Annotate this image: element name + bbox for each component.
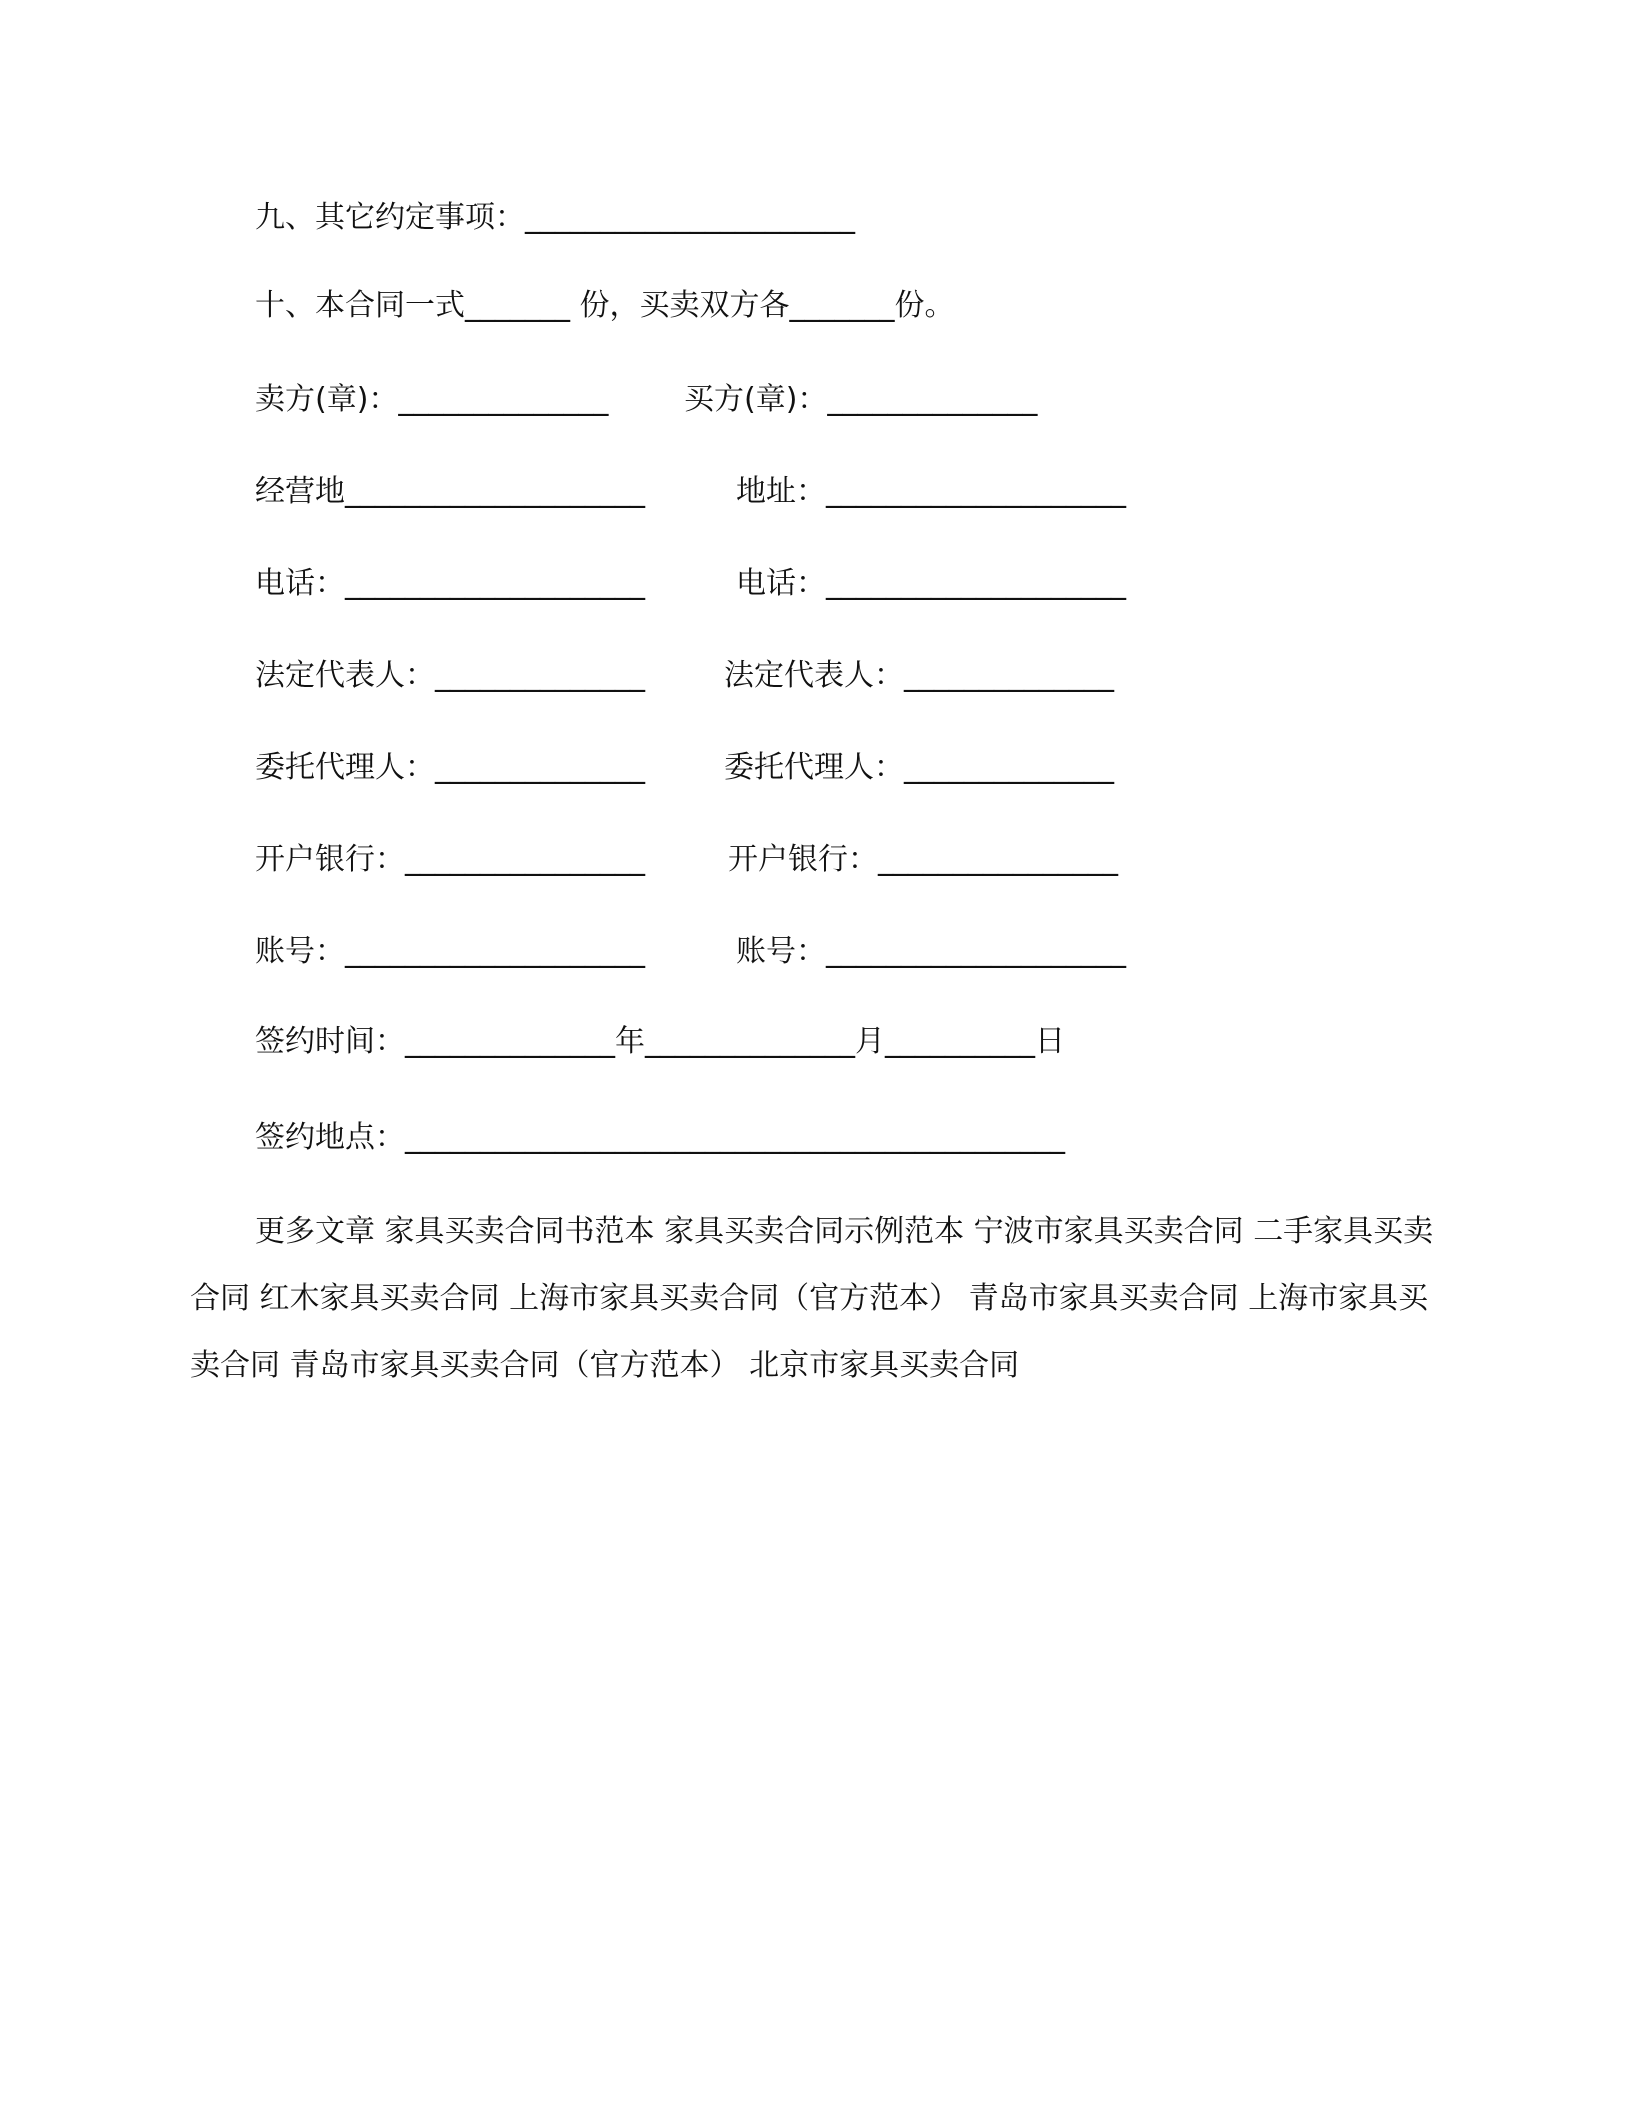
article-link[interactable]: 二手家具买卖合同 (190, 1214, 1434, 1316)
buyer-address-field: 地址：____________________ (736, 474, 1126, 509)
seller-account-field: 账号：____________________ (255, 934, 645, 969)
article-link[interactable]: 青岛市家具买卖合同 (968, 1281, 1239, 1316)
seller-bank-field: 开户银行：________________ (255, 842, 645, 877)
seller-agent-field: 委托代理人：______________ (255, 750, 645, 785)
article-link[interactable]: 家具买卖合同示例范本 (664, 1214, 965, 1249)
buyer-agent-field: 委托代理人：______________ (724, 750, 1114, 785)
seller-seal-field: 卖方(章)：______________ (255, 382, 609, 417)
article-link[interactable]: 红木家具买卖合同 (259, 1281, 500, 1316)
sign-place-field: 签约地点：____________________________________________ (255, 1120, 1065, 1155)
clause-nine: 九、其它约定事项：______________________ (255, 200, 855, 235)
more-articles (190, 1198, 1440, 1399)
seller-phone-field: 电话：____________________ (255, 566, 645, 601)
article-link[interactable]: 上海市家具买卖合同 (190, 1281, 1429, 1383)
buyer-bank-field: 开户银行：________________ (728, 842, 1118, 877)
buyer-phone-field: 电话：____________________ (736, 566, 1126, 601)
more-articles-label: 更多文章 (255, 1214, 375, 1249)
buyer-seal-field: 买方(章)：______________ (684, 382, 1038, 417)
seller-legal-rep-field: 法定代表人：______________ (255, 658, 645, 693)
article-link[interactable]: 宁波市家具买卖合同 (973, 1214, 1244, 1249)
clause-ten: 十、本合同一式_______ 份，买卖双方各_______份。 (255, 288, 955, 323)
article-link[interactable]: 青岛市家具买卖合同（官方范本） (289, 1348, 740, 1383)
buyer-account-field: 账号：____________________ (736, 934, 1126, 969)
article-link[interactable]: 上海市家具买卖合同（官方范本） (509, 1281, 960, 1316)
article-link[interactable]: 北京市家具买卖合同 (749, 1348, 1020, 1383)
buyer-legal-rep-field: 法定代表人：______________ (724, 658, 1114, 693)
seller-business-place-field: 经营地____________________ (255, 474, 645, 509)
article-link[interactable]: 家具买卖合同书范本 (384, 1214, 655, 1249)
sign-date-field: 签约时间：______________年______________月__________日 (255, 1024, 1065, 1059)
